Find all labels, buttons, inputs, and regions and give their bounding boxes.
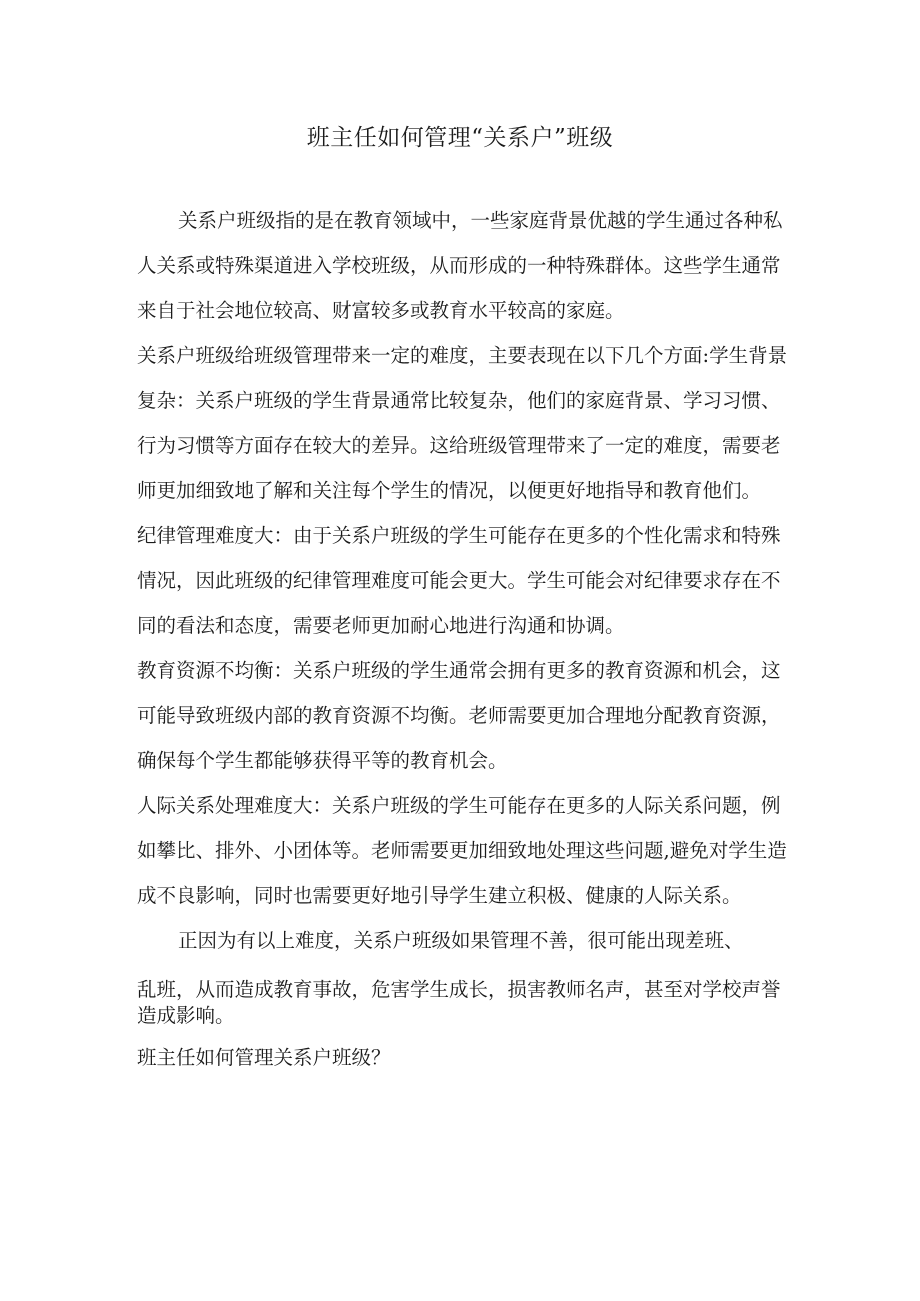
paragraph-closing-line-1: 正因为有以上难度，关系户班级如果管理不善，很可能出现差班、	[178, 929, 744, 952]
paragraph-difficulty-background: 关系户班级给班级管理带来一定的难度，主要表现在以下几个方面:学生背景复杂：关系户班级的学生背景通常比较复杂，他们的家庭背景、学习习惯、行为习惯等方面存在较大的差异。这给班级管理带来了一定的难度，需要老师更加细致地了解和关注每个学生的情况，以便更好地指导和教育他们。	[137, 344, 788, 502]
section-question: 班主任如何管理关系户班级？	[137, 1046, 391, 1069]
page-title: 班主任如何管理“关系户”班级	[306, 125, 614, 151]
paragraph-closing-rest: 乱班，从而造成教育事故，危害学生成长，损害教师名声，甚至对学校声誉造成影响。	[137, 978, 781, 1027]
paragraph-discipline: 纪律管理难度大：由于关系户班级的学生可能存在更多的个性化需求和特殊情况，因此班级的纪律管理难度可能会更大。学生可能会对纪律要求存在不同的看法和态度，需要老师更加耐心地进行沟通和协调。	[137, 524, 781, 637]
paragraph-intro: 关系户班级指的是在教育领域中，一些家庭背景优越的学生通过各种私人关系或特殊渠道进入学校班级，从而形成的一种特殊群体。这些学生通常来自于社会地位较高、财富较多或教育水平较高的家庭。	[137, 209, 783, 322]
paragraph-interpersonal: 人际关系处理难度大：关系户班级的学生可能存在更多的人际关系问题，例如攀比、排外、小团体等。老师需要更加细致地处理这些问题,避免对学生造成不良影响，同时也需要更好地引导学生建立积极、健康的人际关系。	[137, 794, 787, 907]
document-body	[137, 198, 797, 1080]
paragraph-closing	[137, 918, 797, 1029]
paragraph-resources: 教育资源不均衡：关系户班级的学生通常会拥有更多的教育资源和机会，这可能导致班级内部的教育资源不均衡。老师需要更加合理地分配教育资源，确保每个学生都能够获得平等的教育机会。	[137, 659, 781, 772]
